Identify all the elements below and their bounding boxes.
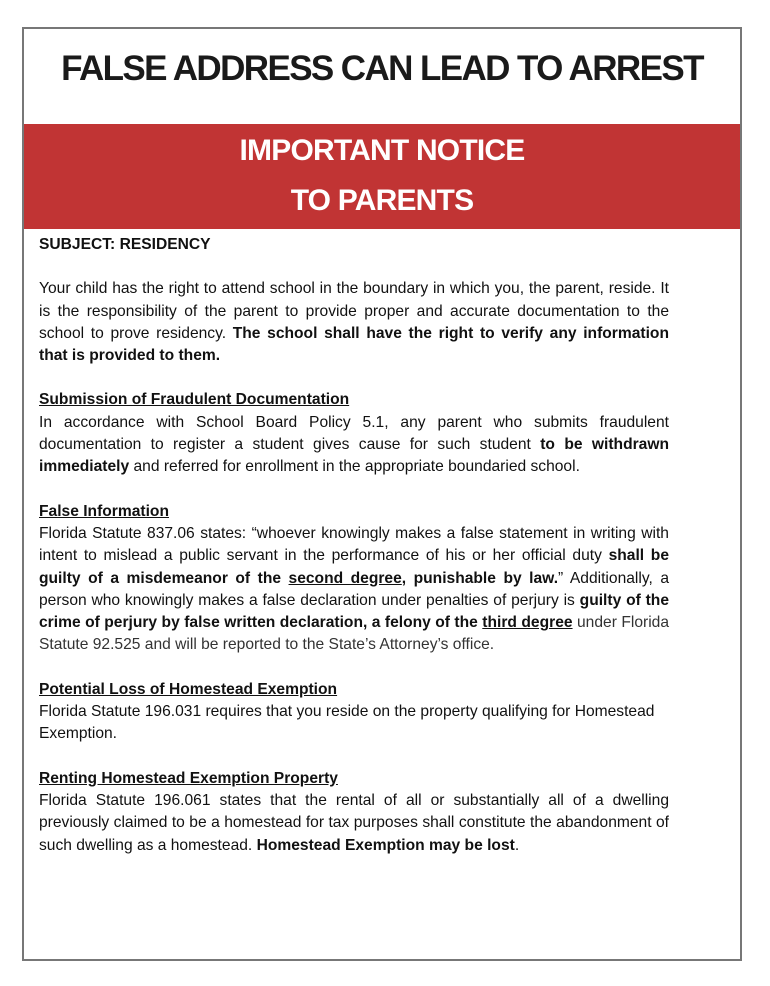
false-info-text-2: ” Additionally, a person who knowingly makes a false declaration under penalties of perjury is <box>39 569 669 609</box>
false-info-bold-2: , punishable by law. <box>401 569 559 587</box>
renting-end: . <box>514 836 520 854</box>
renting-heading: Renting Homestead Exemption Property <box>39 769 338 787</box>
intro-text: Your child has the right to attend school in the boundary in which you, the parent, reside. It is the responsibility of the parent to provide proper and accurate documentation to the school to prove residency. <box>39 280 669 342</box>
second-degree-text: second degree <box>288 569 402 587</box>
homestead-loss-heading: Potential Loss of Homestead Exemption <box>39 680 338 698</box>
renting-text: Florida Statute 196.061 states that the rental of all or substantially all of a dwelling previously claimed to be a homestead for tax purposes shall constitute the abandonment of such dwelling as a homestead. <box>39 791 669 854</box>
false-info-bold-3: guilty of the crime of perjury by false written declaration, a felony of the <box>39 591 670 632</box>
intro-bold: The school shall have the right to verify any information that is provided to them. <box>39 324 669 365</box>
fraud-heading: Submission of Fraudulent Documentation <box>39 391 350 409</box>
false-info-text-1: Florida Statute 837.06 states: “whoever knowingly makes a false statement in writing with intent to mislead a public servant in the performance of his or her official duty <box>39 524 669 565</box>
homestead-loss-text: Florida Statute 196.031 requires that you reside on the property qualifying for Homestead Exemption. <box>39 703 655 743</box>
false-information-section <box>39 501 669 657</box>
false-info-text-3: under Florida Statute 92.525 and will be reported to the State’s Attorney’s office. <box>39 614 670 654</box>
fraud-bold: to be withdrawn immediately <box>39 436 669 476</box>
fraud-text-1: In accordance with School Board Policy 5.1, any parent who submits fraudulent documentation to register a student gives cause for such student <box>39 413 669 454</box>
subject-line: SUBJECT: RESIDENCY <box>39 236 211 253</box>
notice-body <box>39 234 669 879</box>
renting-bold: Homestead Exemption may be lost <box>256 836 515 854</box>
banner-line-2: TO PARENTS <box>290 184 474 217</box>
notice-banner <box>24 124 740 229</box>
third-degree-text: third degree <box>482 614 573 632</box>
homestead-loss-section <box>39 679 669 746</box>
banner-line-1: IMPORTANT NOTICE <box>239 134 525 167</box>
renting-section <box>39 768 669 857</box>
false-info-bold-1: shall be guilty of a misdemeanor of the <box>39 547 669 587</box>
false-information-heading: False Information <box>39 502 169 520</box>
headline: FALSE ADDRESS CAN LEAD TO ARREST <box>61 49 703 88</box>
intro-paragraph <box>39 278 669 367</box>
fraud-section <box>39 389 669 478</box>
fraud-text-2: and referred for enrollment in the appropriate boundaried school. <box>129 458 580 476</box>
